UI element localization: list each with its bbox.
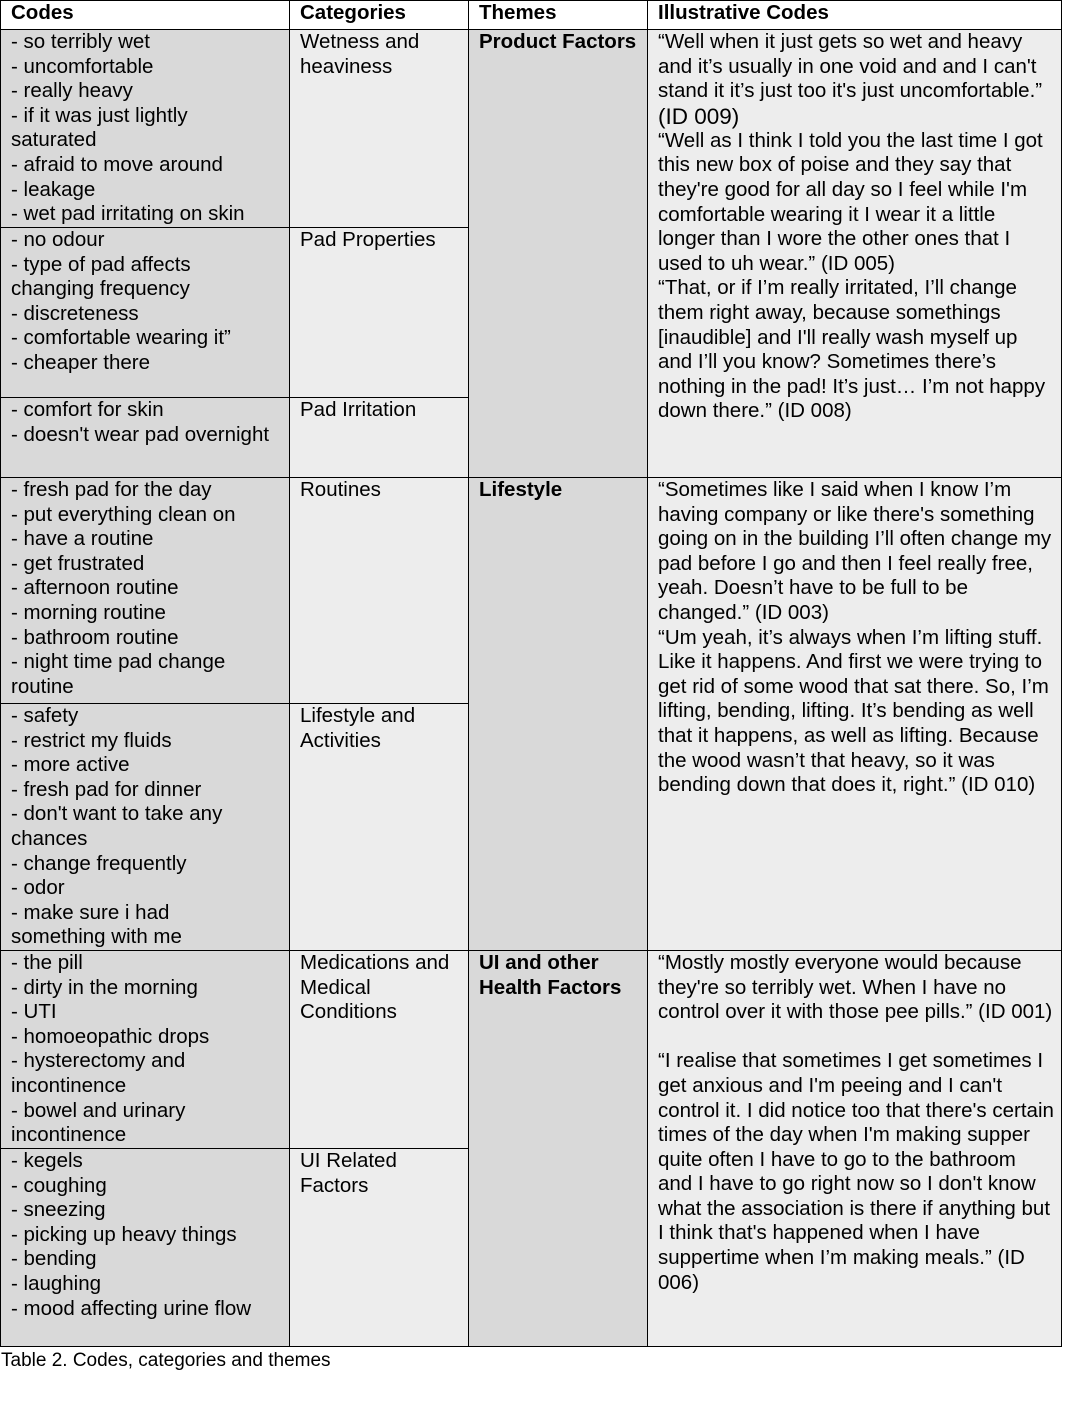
category-cell: Lifestyle and Activities	[290, 704, 469, 951]
quote-paragraph: “Um yeah, it’s always when I’m lifting stuff. Like it happens. And first we were trying to get rid of some wood that sat there. So, I’m lifting, bending, lifting. It’s bending as well that it happens, as well as lifting. Because the wood wasn’t that heavy, so it was bending down that does it, right.” (ID 010)	[658, 625, 1049, 797]
codes-cell	[1, 398, 290, 478]
quote-paragraph: “Well when it just gets so wet and heavy and it’s usually in one void and and I can't stand it it’s just too it's just uncomfortable.”	[658, 30, 1043, 103]
category-cell: Pad Irritation	[290, 398, 469, 478]
code-line: - morning routine	[11, 600, 166, 624]
code-line: - type of pad affects	[11, 252, 191, 276]
code-line: - if it was just lightly	[11, 103, 188, 127]
quote-paragraph: “Well as I think I told you the last time I got this new box of poise and they say that they're good for all day so I feel while I'm comfortable wearing it I wear it a little longer than I wore the other ones that I used to uh wear.” (ID 005)	[658, 128, 1043, 275]
code-line: incontinence	[11, 1123, 127, 1147]
code-line: - laughing	[11, 1271, 102, 1295]
code-line: - dirty in the morning	[11, 975, 198, 999]
code-line: - have a routine	[11, 527, 154, 551]
code-line: - more active	[11, 753, 130, 777]
theme-cell: UI and other Health Factors	[469, 950, 648, 1346]
header-illustrative-codes: Illustrative Codes	[648, 1, 1062, 30]
code-line: - kegels	[11, 1148, 83, 1172]
code-line: - wet pad irritating on skin	[11, 202, 245, 226]
code-line: - hysterectomy and	[11, 1049, 186, 1073]
code-line: - uncomfortable	[11, 54, 154, 78]
code-line: - fresh pad for the day	[11, 478, 212, 501]
code-line: - get frustrated	[11, 551, 145, 575]
header-row	[1, 1, 1062, 30]
quote-paragraph: “I realise that sometimes I get sometimes I get anxious and I'm peeing and I can't control it. I did notice too that there's certain times of the day when I'm making supper quite often I have to go to the bathroom and I have to go right now so I don't know what the association is there if anything but I think that's happened when I have suppertime when I’m making meals.” (ID 006)	[658, 1049, 1054, 1294]
code-line: - odor	[11, 876, 65, 900]
code-line: saturated	[11, 128, 97, 152]
quote-paragraph: “Mostly mostly everyone would because they're so terribly wet. When I have no control over it with those pee pills.” (ID 001)	[658, 950, 1053, 1024]
quote-paragraph: “Sometimes like I said when I know I’m having company or like there's something going on in the building I’ll often change my pad before I go and then I feel really free, yeah. Doesn’t have to be full to be changed.” (ID 003)	[658, 478, 1052, 624]
codes-cell	[1, 478, 290, 704]
code-line: - bowel and urinary	[11, 1098, 186, 1122]
code-line: - night time pad change	[11, 650, 226, 674]
theme-cell: Product Factors	[469, 30, 648, 478]
header-themes: Themes	[469, 1, 648, 30]
quote-paragraph: (ID 009)	[658, 103, 740, 129]
code-line: - safety	[11, 704, 79, 727]
code-line: - change frequently	[11, 851, 187, 875]
category-cell: Wetness and heaviness	[290, 30, 469, 228]
table-row	[1, 950, 1062, 1148]
code-line: - mood affecting urine flow	[11, 1296, 252, 1320]
category-cell: Medications and Medical Conditions	[290, 950, 469, 1148]
paragraph-spacer	[658, 1025, 1055, 1050]
codes-cell	[1, 950, 290, 1148]
code-line: - fresh pad for dinner	[11, 777, 202, 801]
code-line: - cheaper there	[11, 350, 151, 374]
illustrative-cell	[648, 950, 1062, 1346]
illustrative-cell	[648, 30, 1062, 478]
code-line: chances	[11, 826, 88, 850]
code-line: - restrict my fluids	[11, 728, 172, 752]
code-line: - make sure i had	[11, 900, 170, 924]
codes-cell	[1, 704, 290, 951]
code-line: - UTI	[11, 1000, 57, 1024]
category-cell: Routines	[290, 478, 469, 704]
header-codes: Codes	[1, 1, 290, 30]
table-body	[1, 30, 1062, 1347]
codes-cell	[1, 228, 290, 398]
code-line: - afraid to move around	[11, 152, 223, 176]
code-line: - really heavy	[11, 79, 133, 103]
illustrative-cell	[648, 478, 1062, 951]
category-cell: Pad Properties	[290, 228, 469, 398]
codes-cell	[1, 1148, 290, 1346]
table-caption: Table 2. Codes, categories and themes	[1, 1350, 331, 1371]
code-line: - bending	[11, 1247, 97, 1271]
table-row	[1, 478, 1062, 704]
code-line: - so terribly wet	[11, 30, 150, 53]
code-line: - sneezing	[11, 1198, 106, 1222]
code-line: - coughing	[11, 1173, 107, 1197]
theme-cell: Lifestyle	[469, 478, 648, 951]
quote-paragraph: “That, or if I’m really irritated, I’ll change them right away, because somethings [inaudible] and I'll really wash myself up and I’ll you know? Sometimes there’s nothing in the pad! It’s just… I’m not happy down there.” (ID 008)	[658, 276, 1046, 423]
code-line: - doesn't wear pad overnight	[11, 422, 270, 446]
code-line: - put everything clean on	[11, 502, 236, 526]
code-line: - discreteness	[11, 301, 139, 325]
code-line: - homoeopathic drops	[11, 1024, 210, 1048]
category-cell: UI Related Factors	[290, 1148, 469, 1346]
table-row	[1, 30, 1062, 228]
code-line: - the pill	[11, 950, 83, 974]
code-line: routine	[11, 674, 74, 698]
code-line: something with me	[11, 925, 182, 949]
code-line: - bathroom routine	[11, 625, 179, 649]
code-line: - afternoon routine	[11, 576, 179, 600]
code-line: - don't want to take any	[11, 802, 223, 826]
code-line: - comfortable wearing it”	[11, 326, 231, 350]
codes-cell	[1, 30, 290, 228]
code-line: incontinence	[11, 1073, 127, 1097]
header-categories: Categories	[290, 1, 469, 30]
code-line: - comfort for skin	[11, 398, 164, 421]
code-line: - picking up heavy things	[11, 1222, 237, 1246]
code-line: - leakage	[11, 177, 96, 201]
code-line: changing frequency	[11, 277, 190, 301]
code-line: - no odour	[11, 228, 105, 251]
